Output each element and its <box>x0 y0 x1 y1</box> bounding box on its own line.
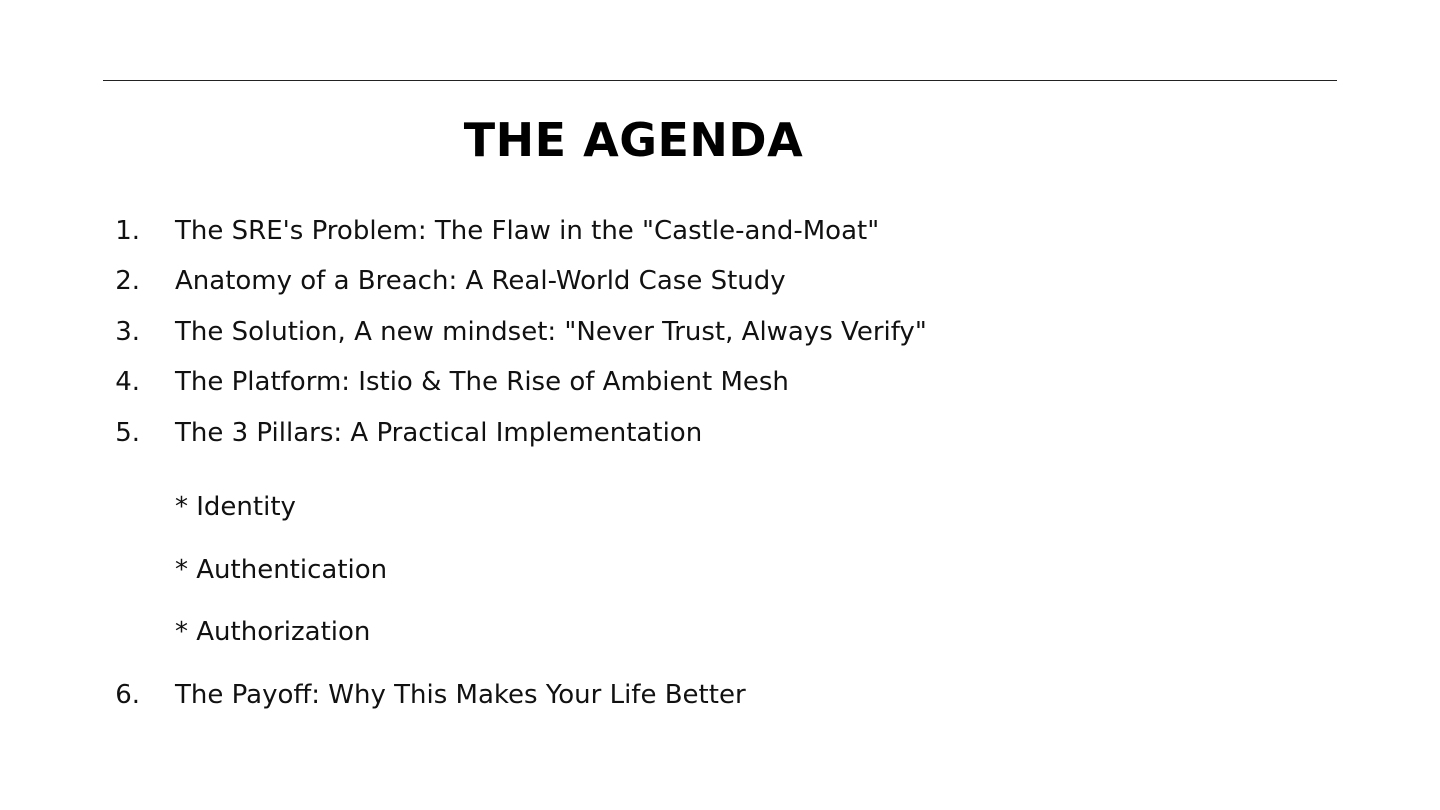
agenda-item-text: The SRE's Problem: The Flaw in the "Castle-and-Moat" <box>175 216 880 246</box>
pillar-subitem-authentication: * Authentication <box>175 555 388 585</box>
top-divider <box>103 80 1337 81</box>
pillar-subitem-identity: * Identity <box>175 492 296 522</box>
agenda-item-text: The Platform: Istio & The Rise of Ambient Mesh <box>175 367 789 397</box>
agenda-item-text: Anatomy of a Breach: A Real-World Case Study <box>175 266 786 296</box>
agenda-item-number: 6. <box>115 680 140 710</box>
agenda-item-text: The 3 Pillars: A Practical Implementation <box>175 418 703 448</box>
slide-title: THE AGENDA <box>463 113 804 167</box>
agenda-item-text: The Payoff: Why This Makes Your Life Better <box>175 680 746 710</box>
agenda-item-number: 5. <box>115 418 140 448</box>
pillar-subitem-authorization: * Authorization <box>175 617 371 647</box>
agenda-item-number: 2. <box>115 266 140 296</box>
agenda-item-number: 1. <box>115 216 140 246</box>
agenda-item-number: 4. <box>115 367 140 397</box>
agenda-item-text: The Solution, A new mindset: "Never Trust, Always Verify" <box>175 317 927 347</box>
agenda-item-number: 3. <box>115 317 140 347</box>
